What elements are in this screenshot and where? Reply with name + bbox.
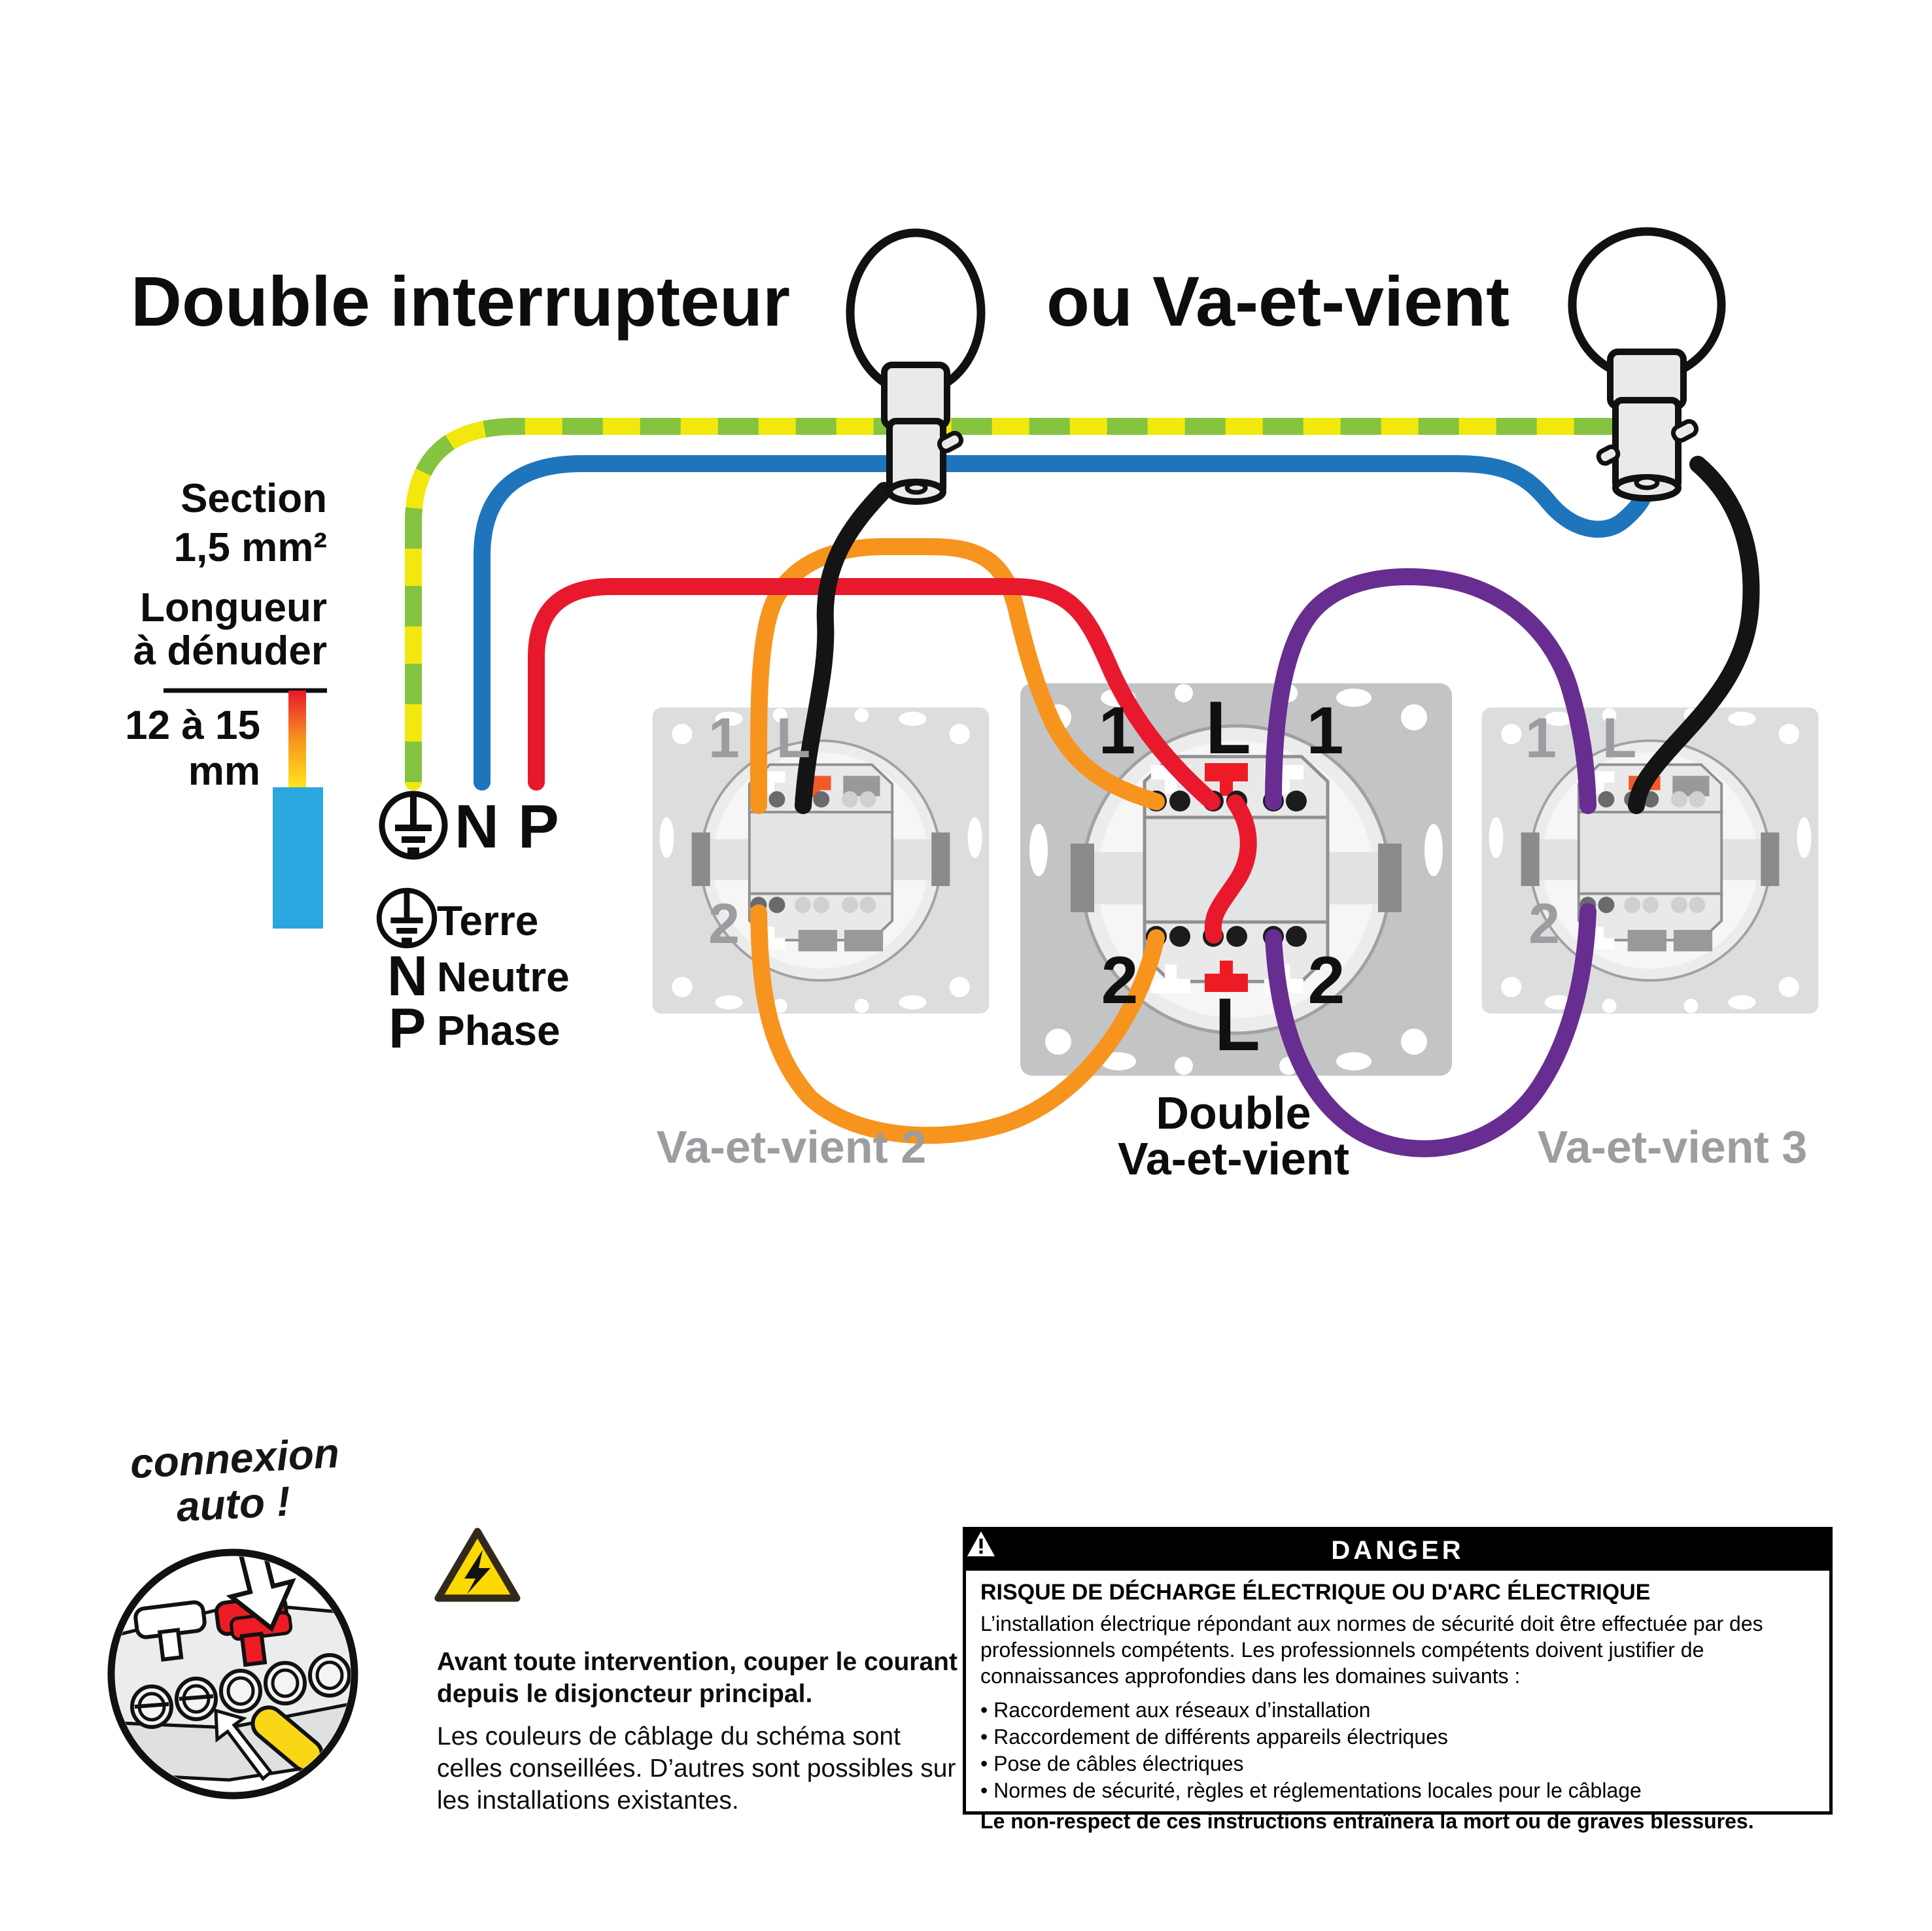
legend-terre: Terre <box>437 897 539 944</box>
legend-letter-p: P <box>388 997 426 1060</box>
danger-header <box>966 1530 1829 1571</box>
right-terminal-L: L <box>1602 707 1637 770</box>
exclamation-triangle-icon <box>966 1530 996 1558</box>
switch-va-et-vient-2 <box>653 708 990 1014</box>
left-terminal-2: 2 <box>708 893 740 955</box>
mid-terminal-L-bottom: L <box>1215 983 1260 1067</box>
danger-bullet-2: • Raccordement de différents appareils électriques <box>980 1725 1448 1749</box>
terminal-closeup-inset <box>103 1542 364 1805</box>
legend-phase: Phase <box>437 1007 561 1054</box>
switch-middle-name-1: Double <box>1156 1087 1311 1138</box>
note-line-2: auto ! <box>175 1477 292 1531</box>
note-line-1: connexion <box>129 1429 341 1488</box>
right-terminal-1: 1 <box>1525 707 1557 770</box>
earth-icon <box>379 891 434 946</box>
right-terminal-2: 2 <box>1528 893 1560 955</box>
mid-terminal-2b: 2 <box>1307 943 1345 1017</box>
page-title-right: ou Va-et-vient <box>1046 262 1510 341</box>
strip-value-1: 12 à 15 <box>125 703 260 748</box>
mid-terminal-1b: 1 <box>1306 693 1344 768</box>
legend <box>379 792 570 1060</box>
legend-top-p: P <box>518 792 559 861</box>
mid-terminal-L-top: L <box>1205 687 1251 770</box>
danger-title: RISQUE DE DÉCHARGE ÉLECTRIQUE OU D'ARC ÉLECTRIQUE <box>980 1580 1651 1605</box>
earth-icon <box>382 794 445 857</box>
danger-bullet-4: • Normes de sécurité, règles et réglementations locales pour le câblage <box>980 1779 1642 1802</box>
legend-top-n: N <box>455 792 499 861</box>
section-label: Section <box>181 476 327 521</box>
danger-box <box>963 1527 1833 1833</box>
switch-left-name: Va-et-vient 2 <box>656 1121 927 1172</box>
switch-right-name: Va-et-vient 3 <box>1537 1121 1808 1172</box>
bulb-left-socket <box>884 365 963 502</box>
switch-middle-name-2: Va-et-vient <box>1118 1133 1349 1184</box>
warning-primary-text: Avant toute intervention, couper le courant depuis le disjoncteur principal. <box>437 1648 957 1708</box>
danger-word: DANGER <box>1331 1535 1464 1565</box>
connexion-auto-note <box>129 1429 340 1531</box>
stripped-conductor-icon <box>288 691 306 789</box>
strip-spec-block <box>125 476 327 929</box>
wire-insulation-icon <box>273 787 323 929</box>
legend-letter-n: N <box>387 945 428 1008</box>
section-value: 1,5 mm² <box>173 525 327 570</box>
warning-secondary-text: Les couleurs de câblage du schéma sont celles conseillées. D’autres sont possibles sur les installations existantes. <box>437 1722 956 1815</box>
danger-bullet-1: • Raccordement aux réseaux d’installation <box>980 1698 1371 1722</box>
left-terminal-L: L <box>776 707 811 770</box>
danger-bullet-3: • Pose de câbles électriques <box>980 1752 1244 1775</box>
strip-length-label-2: à dénuder <box>133 628 327 674</box>
strip-length-label-1: Longueur <box>140 585 327 630</box>
danger-content <box>966 1571 1829 1834</box>
left-terminal-1: 1 <box>708 707 740 770</box>
legend-neutre: Neutre <box>437 953 570 1000</box>
mid-terminal-2a: 2 <box>1101 943 1139 1017</box>
page-title-left: Double interrupteur <box>131 262 791 341</box>
mid-terminal-1a: 1 <box>1098 693 1136 768</box>
danger-footer: Le non-respect de ces instructions entraînera la mort ou de graves blessures. <box>980 1809 1754 1833</box>
strip-value-2: mm <box>188 749 260 794</box>
electric-warning-triangle-icon <box>438 1531 517 1598</box>
danger-body: L’installation électrique répondant aux normes de sécurité doit être effectuée par des professionnels compétents. Les professionnels compétents doivent justifier de connaissances approfondies dans les domaines suivants : <box>980 1612 1763 1688</box>
